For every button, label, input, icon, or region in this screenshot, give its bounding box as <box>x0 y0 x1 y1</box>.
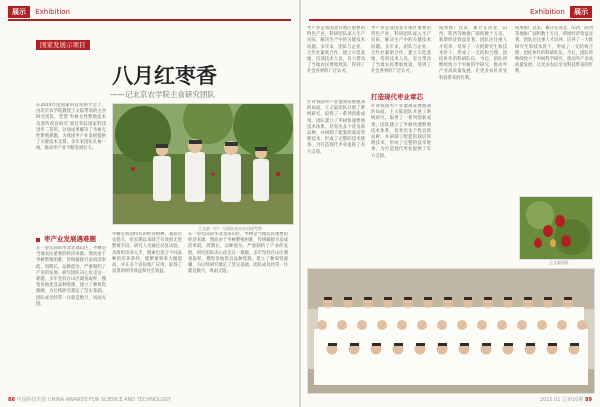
right-col1: 针对我国枣产业遭遇发展瓶颈的局面，王文陆团队开展了系统研究，取得了一系列创新成果。团队建立了枣树快速繁殖技术体系，培育出多个优良新品种，并研制了配套的栽培管理技术，形成了完整的技术链条，为打造现代枣业提供了有力支撑。 <box>307 100 365 155</box>
intro-text: 在2010年度国家科技奖励大会上，由北京农学院教授王文陆带领的主食研究团队，凭借‘枣树无性繁殖技术及遗传改良研究’项目荣获国家科技进步二等奖。这项成果解决了枣树无性繁殖难题，为我国枣产业发展提供了关键技术支撑，多年来团队扎根一线，推动枣产业不断发展壮大。 <box>36 103 106 152</box>
right-col3: 成果推广以来，累计在河北、山西、陕西等地推广面积数十万亩，新增经济效益显著。团队还注重人才培养，培养了一大批研究生和技术骨干，形成了一支结构合理、团结协作的科研队伍。今后，团队将继续致力于枣树科学研究，推动枣产业高质量发展，让更多农民享受科技带来的红利。 <box>439 26 507 81</box>
section-en-right: Exhibition <box>530 8 565 16</box>
left-footer <box>8 396 171 403</box>
left-header <box>8 6 73 18</box>
right-header <box>527 6 592 18</box>
team-photo <box>307 268 595 394</box>
column-label: 国家发展示项目 <box>36 40 90 50</box>
right-col2: 针对我国枣产业遭遇发展瓶颈的局面，王文陆团队开展了系统研究，取得了一系列创新成果。团队建立了枣树快速繁殖技术体系，培育出多个优良新品种，并研制了配套的栽培管理技术，形成了完整的技术链条，为打造现代枣业提供了有力支撑。 <box>371 104 431 159</box>
header-rule <box>8 19 291 21</box>
section-en: Exhibition <box>35 8 70 16</box>
heading-2: 打造现代枣业章芯 <box>371 93 423 101</box>
jujube-photo-art <box>520 197 592 259</box>
body-col2: 枣树是我国特有的经济树种，栽培历史悠久，但长期以来缺乏有效的无性繁殖手段。研究人员通过反复试验，从组织培养入手，摸索出适合不同品种的培养条件，使繁殖效率大幅提高，并在多个省份推广应用，取得了显著的经济效益和社会效益。 <box>112 232 182 275</box>
section-tag: 展示 <box>8 6 30 18</box>
header-rule-right <box>309 19 592 21</box>
orchard-photo <box>112 103 294 225</box>
section-tag-right: 展示 <box>570 6 592 18</box>
right-page <box>301 0 600 407</box>
right-page-number: 89 <box>585 397 592 403</box>
left-page-number: 88 <box>8 397 15 403</box>
jujube-photo <box>519 196 593 260</box>
article-subtitle: ——记北京农学院主食研究团队 <box>110 90 215 99</box>
photo2-caption: 王文陆团队 <box>549 260 569 265</box>
right-col4: 成果推广以来，累计在河北、山西、陕西等地推广面积数十万亩，新增经济效益显著。团队还注重人才培养，培养了一大批研究生和技术骨干，形成了一支结构合理、团结协作的科研队伍。今后，团队将继续致力于枣树科学研究，推动枣产业高质量发展，让更多农民享受科技带来的红利。 <box>515 26 593 75</box>
right-body-top: 枣产业是我国北方地区重要的特色产业，科研团队深入生产实际，解决生产中的关键技术问题。多年来，团队与企业、合作社紧密合作，建立示范基地，培训技术人员，有力带动了当地农民增收致富，得到了社会各界的广泛认可。 <box>307 26 365 75</box>
left-footer-text: 中国科技奖励 CHINA AWARDS FOR SCIENCE AND TECHNOLOGY <box>16 397 172 403</box>
orchard-photo-art <box>113 104 293 224</box>
left-page <box>0 0 299 407</box>
photo1-caption: 王文陆（中）与团队成员在田间考察 <box>198 226 262 231</box>
right-footer-date: 2011.01 总第10期 <box>539 397 584 403</box>
body-col1: 在一望无际的华北北部山区，枣树是当地农民重要的经济来源。然而由于枣树繁殖困难，传统嫁接方法成活率低、周期长，品种混杂，严重制约了产业的发展。研究团队决心攻克这一难题，多年坚持在山区调查取样，搜集各地优良品种资源，建立了种质资源圃，为后续研究奠定了坚实基础。团队成员经常一住就是数月，风雨无阻。 <box>36 246 106 307</box>
right-footer <box>540 396 592 403</box>
right-col2-top: 枣产业是我国北方地区重要的特色产业，科研团队深入生产实际，解决生产中的关键技术问题。多年来，团队与企业、合作社紧密合作，建立示范基地，培训技术人员，有力带动了当地农民增收致富，得到了社会各界的广泛认可。 <box>371 26 431 75</box>
team-photo-art <box>308 269 594 393</box>
body-col3: 在一望无际的华北北部山区，枣树是当地农民重要的经济来源。然而由于枣树繁殖困难，传统嫁接方法成活率低、周期长，品种混杂，严重制约了产业的发展。研究团队决心攻克这一难题，多年坚持在山区调查取样，搜集各地优良品种资源，建立了种质资源圃，为后续研究奠定了坚实基础。团队成员经常一住就是数月，风雨无阻。 <box>188 232 288 275</box>
heading-marker <box>36 238 40 242</box>
heading-1: 枣产业发展遇难题 <box>44 235 96 243</box>
article-title: 八月红枣香 <box>112 63 217 88</box>
